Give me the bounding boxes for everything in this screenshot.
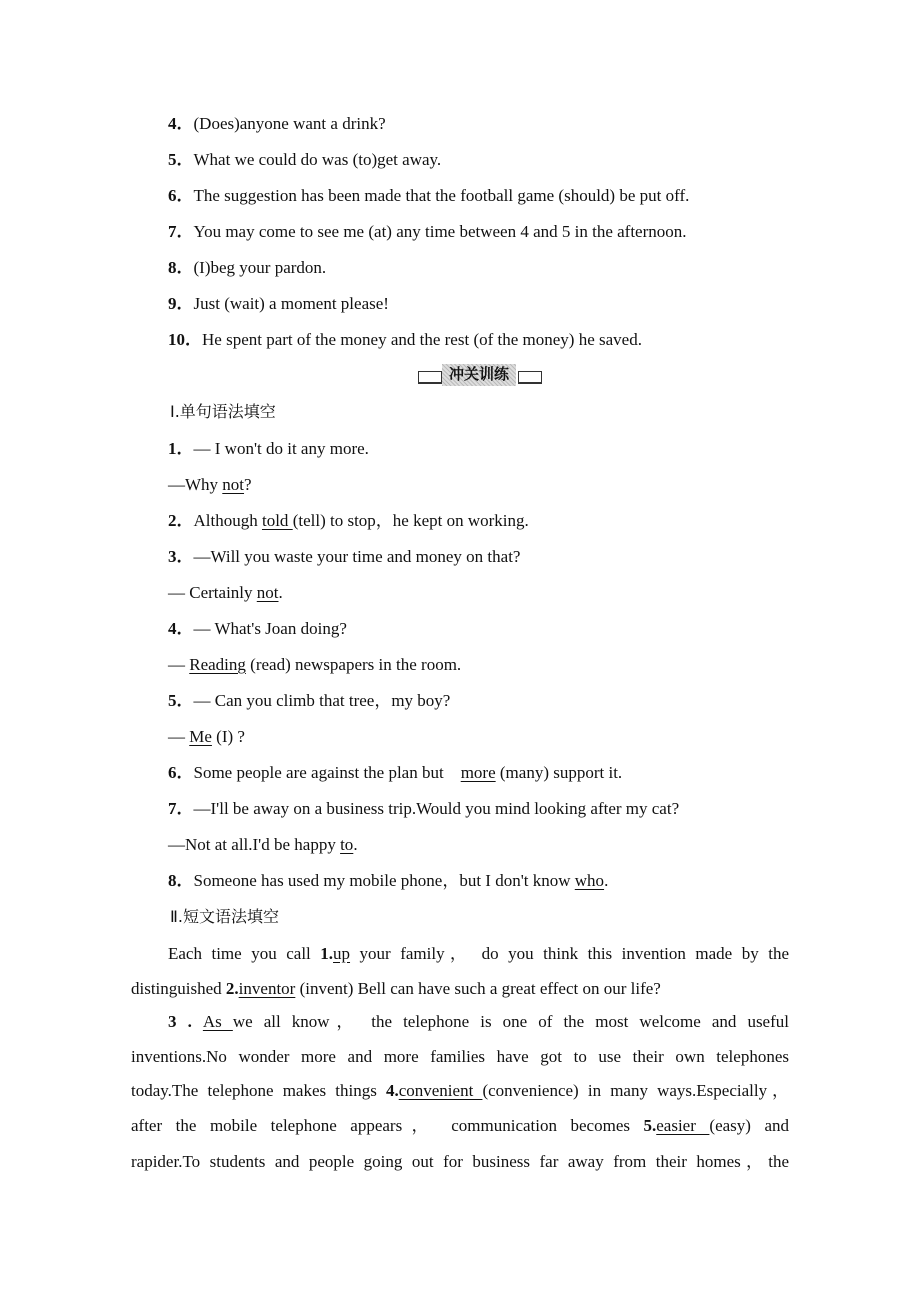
item-number: 7． bbox=[168, 799, 194, 818]
text-line bbox=[168, 220, 687, 244]
item-number: 8． bbox=[168, 871, 194, 890]
item-number: 9． bbox=[168, 294, 194, 313]
text-segment: today.The telephone makes things bbox=[131, 1081, 386, 1100]
text-line bbox=[131, 1150, 789, 1174]
text-line bbox=[131, 1045, 789, 1069]
text-segment: — Can you climb that tree，my boy? bbox=[193, 691, 451, 710]
text-segment: — Certainly bbox=[168, 583, 257, 602]
item-number: 3． bbox=[168, 547, 194, 566]
text-line bbox=[168, 1010, 789, 1034]
text-segment: (convenience) in many ways.Especially， bbox=[482, 1081, 789, 1100]
banner-title: 冲关训练 bbox=[442, 364, 516, 386]
text-segment: —Why bbox=[168, 475, 223, 494]
text-segment: rapider.To students and people going out for business far away from their homes，the bbox=[131, 1152, 789, 1171]
text-segment: ? bbox=[244, 475, 252, 494]
item-number: 2. bbox=[225, 979, 239, 998]
text-segment: You may come to see me (at) any time between 4 and 5 in the afternoon. bbox=[193, 222, 687, 241]
text-line bbox=[168, 833, 358, 857]
answer-blank: more bbox=[460, 763, 496, 782]
text-segment: (easy) and bbox=[709, 1116, 789, 1135]
item-number: 7． bbox=[168, 222, 194, 241]
text-line bbox=[168, 761, 622, 785]
text-line bbox=[168, 148, 441, 172]
text-line bbox=[168, 797, 679, 821]
item-number: 1. bbox=[320, 944, 334, 963]
item-number: 5． bbox=[168, 150, 194, 169]
text-segment: (I) ? bbox=[211, 727, 245, 746]
item-number: 5. bbox=[643, 1116, 657, 1135]
text-segment: (invent) Bell can have such a great effect on our life? bbox=[295, 979, 661, 998]
answer-blank: Me bbox=[189, 727, 212, 746]
text-line bbox=[168, 509, 529, 533]
text-line bbox=[168, 617, 347, 641]
text-line bbox=[168, 725, 245, 749]
text-line bbox=[131, 1079, 789, 1103]
answer-blank: convenient bbox=[398, 1081, 483, 1100]
item-number: 3 . bbox=[168, 1012, 203, 1031]
answer-blank: told bbox=[261, 511, 293, 530]
text-segment: — bbox=[168, 655, 190, 674]
text-segment: —Will you waste your time and money on that? bbox=[193, 547, 521, 566]
answer-blank: not bbox=[256, 583, 279, 602]
text-segment: —Not at all.I'd be happy bbox=[168, 835, 341, 854]
answer-blank: Reading bbox=[189, 655, 246, 674]
text-segment: Some people are against the plan but bbox=[193, 763, 461, 782]
text-segment: (Does)anyone want a drink? bbox=[193, 114, 386, 133]
item-number: 4． bbox=[168, 114, 194, 133]
text-segment: —I'll be away on a business trip.Would you mind looking after my cat? bbox=[193, 799, 680, 818]
text-segment: He spent part of the money and the rest (of the money) he saved. bbox=[202, 330, 642, 349]
answer-blank: inventor bbox=[238, 979, 296, 998]
text-line bbox=[168, 437, 369, 461]
text-line bbox=[131, 1114, 789, 1138]
text-segment: Each time you call bbox=[168, 944, 321, 963]
text-segment: — I won't do it any more. bbox=[193, 439, 369, 458]
banner-right-bracket bbox=[518, 371, 542, 384]
item-number: 5． bbox=[168, 691, 194, 710]
item-number: 4． bbox=[168, 619, 194, 638]
text-line bbox=[168, 869, 608, 893]
text-line bbox=[168, 653, 461, 677]
text-segment: (I)beg your pardon. bbox=[193, 258, 327, 277]
answer-blank: As bbox=[202, 1012, 233, 1031]
text-segment: (many) support it. bbox=[495, 763, 623, 782]
text-segment: we all know， the telephone is one of the most welcome and useful bbox=[232, 1012, 789, 1031]
text-line bbox=[168, 112, 386, 136]
text-segment: — bbox=[168, 727, 190, 746]
text-segment: Although bbox=[193, 511, 262, 530]
text-line bbox=[131, 977, 661, 1001]
answer-blank: easier bbox=[656, 1116, 710, 1135]
text-segment: . bbox=[353, 835, 358, 854]
text-line bbox=[168, 292, 389, 316]
text-segment: Ⅰ.单句语法填空 bbox=[170, 402, 276, 421]
text-segment: Just (wait) a moment please! bbox=[193, 294, 389, 313]
text-segment: Someone has used my mobile phone，but I don't know bbox=[193, 871, 575, 890]
text-segment: after the mobile telephone appears， communication becomes bbox=[131, 1116, 644, 1135]
section-heading bbox=[170, 400, 276, 424]
answer-blank: who bbox=[574, 871, 605, 890]
item-number: 8． bbox=[168, 258, 194, 277]
text-segment: The suggestion has been made that the football game (should) be put off. bbox=[193, 186, 690, 205]
text-line bbox=[168, 942, 789, 966]
text-segment: distinguished bbox=[131, 979, 226, 998]
text-line bbox=[168, 328, 642, 352]
text-line bbox=[168, 581, 283, 605]
answer-blank: not bbox=[222, 475, 245, 494]
answer-blank: to bbox=[340, 835, 354, 854]
text-segment: your family， do you think this invention made by the bbox=[350, 944, 790, 963]
text-segment: (read) newspapers in the room. bbox=[245, 655, 462, 674]
item-number: 10． bbox=[168, 330, 202, 349]
text-line bbox=[168, 473, 252, 497]
text-line bbox=[168, 689, 450, 713]
text-segment: — What's Joan doing? bbox=[193, 619, 347, 638]
text-segment: (tell) to stop，he kept on working. bbox=[292, 511, 529, 530]
item-number: 6． bbox=[168, 186, 194, 205]
text-segment: . bbox=[604, 871, 609, 890]
text-segment: inventions.No wonder more and more families have got to use their own telephones bbox=[131, 1047, 789, 1066]
item-number: 4. bbox=[385, 1081, 399, 1100]
item-number: 6． bbox=[168, 763, 194, 782]
answer-blank: up bbox=[333, 944, 351, 963]
text-line bbox=[168, 184, 689, 208]
section-heading bbox=[170, 905, 279, 929]
text-segment: . bbox=[278, 583, 283, 602]
item-number: 1． bbox=[168, 439, 194, 458]
section-banner bbox=[418, 364, 540, 388]
banner-left-bracket bbox=[418, 371, 442, 384]
item-number: 2． bbox=[168, 511, 194, 530]
text-line bbox=[168, 256, 326, 280]
text-segment: What we could do was (to)get away. bbox=[193, 150, 442, 169]
text-line bbox=[168, 545, 520, 569]
text-segment: Ⅱ.短文语法填空 bbox=[170, 907, 279, 926]
